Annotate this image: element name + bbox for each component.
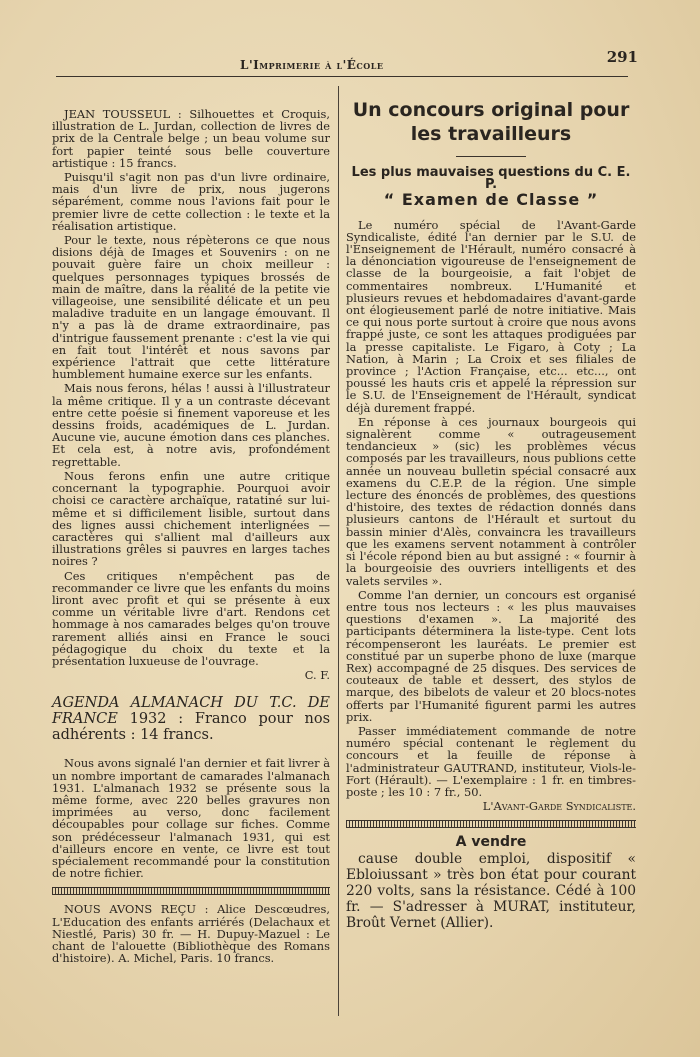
article-subtitle: Les plus mauvaises questions du C. E. P.	[351, 165, 631, 193]
article-paragraph-4: Passer immédiatement commande de notre numéro spécial contenant le règlement du concours et la feuille de réponse à l'administrateur GAUTRAND, instituteur, Viols-le-Fort (Hérault). — L'exemplaire : 1 fr. en timbres-poste ; les 10 : 7 fr., 50.	[346, 723, 636, 799]
article-paragraph-3: Comme l'an dernier, un concours est organisé entre tous nos lecteurs : « les plus mauvaises questions d'examen ». La majorité des participants déterminera la liste-type. Cent lots récompenseront les lauréats. Le premier est constitué par un superbe phono de luxe (marque Rex) accompagné de 25 disques. Des services de couteaux de table et dessert, des stylos de marque, des bibelots de valeur et 20 blocs-notes offerts par l'Humanité figurent parmi les autres prix.	[346, 587, 636, 724]
decorative-rule-left	[52, 887, 330, 895]
review-paragraph-3: Pour le texte, nous répèterons ce que nous disions déjà de Images et Souvenirs : on ne pouvait guère faire un choix meilleur : quelques personnages typiques brossés de main de maître, dans la réalité de la petite vie villageoise, une sensibilité délicate et un peu maladive traduite en un langage émouvant. Il n'y a pas là de drame extraordinaire, pas d'intrigue faussement prenante : c'est la vie qui en fait tout l'intérêt et nous savons par expérience l'attrait que cette littérature humblement humaine exerce sur les enfants.	[52, 233, 330, 382]
review-paragraph-2: Puisqu'il s'agit non pas d'un livre ordinaire, mais d'un livre de prix, nous jugerons séparément, comme nous l'avions fait pour le premier livre de cette collection : le texte et la réalisation artistique.	[52, 170, 330, 233]
article-subtitle-quote: “ Examen de Classe ”	[383, 190, 599, 210]
classified-text: cause double emploi, dispositif « Ebloiussant » très bon état pour courant 220 volts, sans la résistance. Cédé à 100 fr. — S'adresser à MURAT, instituteur, Broût Vernet (Allier).	[346, 850, 636, 931]
review-signature: C. F.	[304, 668, 330, 683]
review-paragraph-5: Nous ferons enfin une autre critique concernant la typographie. Pourquoi avoir choisi ce caractère archaïque, ratatiné sur lui-même et si difficilement lisible, surtout dans des lignes aussi chichement interlignées — caractères qui s'allient mal d'ailleurs aux illustrations grêles si pauvres en larges taches noires ?	[52, 468, 330, 569]
article-paragraph-2: En réponse à ces journaux bourgeois qui signalèrent comme « outrageusement tendancieux » (sic) les problèmes vécus composés par les travailleurs, nous publions cette année un nouveau bulletin spécial consacré aux examens du C.E.P. de la région. Une simple lecture des énoncés de problèmes, des questions d'histoire, des textes de rédaction donnés dans plusieurs cantons de l'Hérault et surtout du bassin minier d'Alès, convaincra les travailleurs que les examens servent notamment à contrôler si l'école répond bien au but assigné : « fournir à la bourgeoisie des ouvriers intelligents et des valets serviles ».	[346, 414, 636, 588]
classified-heading: A vendre	[455, 834, 527, 851]
review-paragraph-6: Ces critiques n'empêchent pas de recommander ce livre que les enfants du moins liront avec profit et qui se présente à eux comme un véritable livre d'art. Rendons cet hommage à nos camarades belges qu'on trouve rarement alliés ainsi en France le souci pédagogique du choix du texte et la présentation luxueuse de l'ouvrage.	[52, 568, 330, 668]
article-paragraph-1: Le numéro spécial de l'Avant-Garde Syndicaliste, édité l'an dernier par le S.U. de l'Enseignement de l'Hérault, numéro consacré à la dénonciation vigoureuse de l'enseignement de classe de la bourgeoisie, a fait l'objet de commentaires nombreux. L'Humanité et plusieurs revues et hebdomadaires d'avant-garde ont élogieusement parlé de notre initiative. Mais ce qui nous porte surtout à croire que nous avons frappé juste, ce sont les attaques prodiguées par la presse capitaliste. Le Figaro, à Coty ; La Nation, à Marin ; La Croix et ses filiales de province ; l'Action Française, etc... etc..., ont poussé les hauts cris et appelé la répression sur le S.U. de l'Enseignement de l'Hérault, syndicat déjà durement frappé.	[346, 217, 636, 415]
article-title: Un concours original pour les travailleurs	[352, 99, 630, 145]
title-rule	[456, 156, 526, 157]
page-header	[60, 48, 638, 74]
agenda-paragraph: Nous avons signalé l'an dernier et fait livrer à un nombre important de camarades l'almanach 1931. L'almanach 1932 se présente sous la même forme, avec 220 belles gravures non imprimées au verso, donc facilement découpables pour collage sur fiches. Comme son prédécesseur l'almanach 1931, qui est d'ailleurs encore en vente, ce livre est tout spécialement recommandé pour la constitution de notre fichier.	[52, 756, 330, 881]
column-divider	[338, 86, 339, 1016]
review-paragraph-1: JEAN TOUSSEUL : Silhouettes et Croquis, illustration de L. Jurdan, collection de livres de prix de la Centrale belge ; un beau volume sur fort papier teinté sous belle couverture artistique : 15 francs.	[52, 107, 330, 170]
running-title: L'Imprimerie à l'École	[240, 58, 384, 72]
agenda-heading	[52, 695, 330, 743]
page-number: 291	[606, 48, 638, 66]
right-column	[346, 96, 636, 933]
received-books-paragraph: NOUS AVONS REÇU : Alice Descœudres, L'Education des enfants arriérés (Delachaux et Niestlé, Paris) 30 fr. — H. Dupuy-Mazuel : Le chant de l'alouette (Bibliothèque des Romans d'histoire). A. Michel, Paris. 10 francs.	[52, 902, 330, 966]
agenda-heading-italic: AGENDA ALMANACH DU T.C. DE FRANCE	[52, 695, 330, 728]
article-signature: L'Avant-Garde Syndicaliste.	[482, 799, 636, 814]
review-paragraph-4: Mais nous ferons, hélas ! aussi à l'illustrateur la même critique. Il y a un contraste décevant entre cette poésie si finement vaporeuse et les dessins froids, académiques de L. Jurdan. Aucune vie, aucune émotion dans ces planches. Et cela est, à notre avis, profondément regrettable.	[52, 381, 330, 469]
decorative-rule-right	[346, 820, 636, 828]
left-column	[52, 108, 330, 966]
agenda-heading-rest: 1932 : Franco pour nos adhérents : 14 francs.	[52, 711, 331, 744]
header-rule	[56, 76, 628, 77]
